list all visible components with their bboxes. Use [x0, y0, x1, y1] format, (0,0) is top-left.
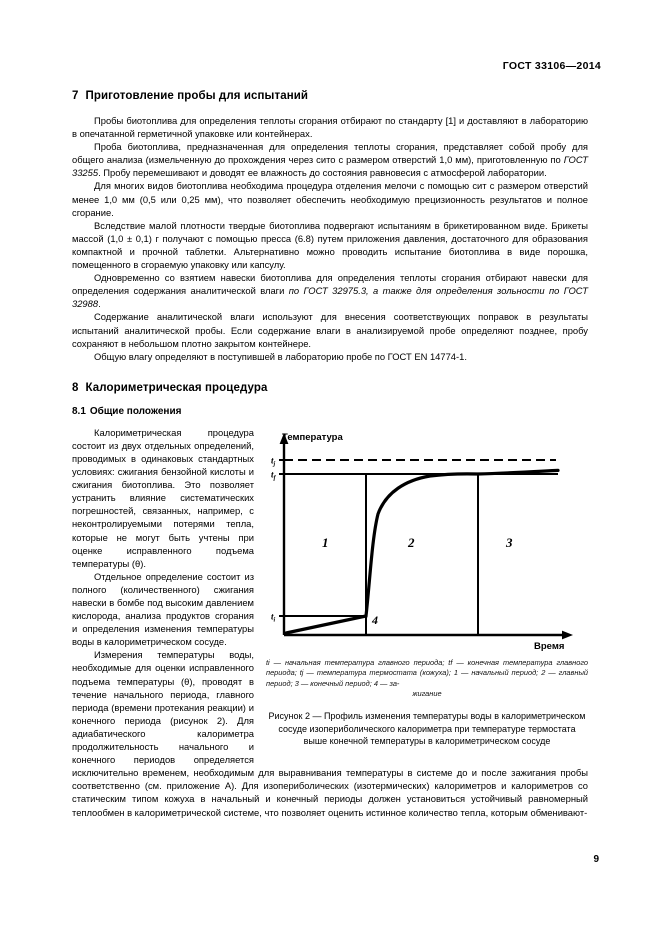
paragraph-single-determination: Отдельное определение состоит из полного (количественного) сжигания навески в бомбе под высоким давлением кислорода, анализа продуктов сгорания и определения изменения температуры воды в калориметрическом сосуде.	[72, 570, 254, 648]
p5-standard-ref: по ГОСТ 32975.3, а также для определения зольности по ГОСТ 32988	[72, 285, 588, 310]
p5-text-b: .	[98, 298, 101, 310]
running-header-standard-number: ГОСТ 33106—2014	[502, 60, 601, 72]
paragraph-calorimetric-procedure-overview: Калориметрическая процедура состоит из двух отдельных определений, проводимых в одинаковых стандартных условиях: сжигания бензойной кислоты и сжигания биотоплива. Это позволяет устранить влияние систематических погрешностей, связанных, например, с неконтролируемыми потерями тепла, которые не могут быть учтены при оценке исправленного подъема температуры (θ).	[72, 426, 254, 569]
paragraph-moisture-correction: Содержание аналитической влаги используют для внесения соответствующих поправок в результаты испытаний аналитической пробы. Если содержание влаги в анализируемой пробе определяют позднее, пробу сохраняют в небольшом плотно закрытом контейнере.	[72, 311, 588, 349]
y-tick-label-tf: $t_f$	[271, 469, 276, 482]
paragraph-sieving-fines: Для многих видов биотоплива необходима процедура отделения мелочи с помощью сит с размером отверстий менее 1,0 мм (0,5 или 0,25 мм), что позволяет обеспечить необходимую прецизионность результатов и полное сгорание.	[72, 180, 588, 218]
zone-label-2: 2	[408, 534, 415, 550]
section-8-number: 8	[72, 381, 79, 394]
temperature-curve	[286, 470, 558, 633]
figure-2-legend	[266, 658, 588, 700]
page-content	[72, 90, 588, 819]
figure-2-block	[266, 430, 588, 748]
section-heading-7	[72, 90, 588, 102]
paragraph-temperature-measurements: Измерения температуры воды, необходимые для оценки исправленного подъема температуры (θ), проводят в течение начального периода, главного периода (времени протекания реакции) и конечного периода (рисунок 2). Для адиабатического калориметра продолжительность начального и конечного периодов определяется исключительно временем, необходимым для выравнивания температуры в системе до и после зажигания пробы соответственно (см. приложение А). Для изопериболических (изотермических) калориметров и калориметров со статическим типом кожуха в начальный и конечный периоды должен установиться устойчивый равномерный теплообмен в калориметрической системе, что позволяет оценить истинное количество тепла, которым обменивают-	[72, 649, 588, 818]
figure-2-chart	[266, 430, 586, 652]
page-number: 9	[593, 854, 599, 865]
figure-2-legend-text: ti — начальная температура главного периода; tf — конечная температура главного периода; tj — температура термостата (кожуха); 1 — начальный период; 2 — главный период; 3 — конечный период; 4 — за-	[266, 657, 588, 688]
paragraph-moisture-ash-subsamples	[72, 271, 588, 310]
x-axis-arrowhead	[562, 630, 573, 639]
section-heading-8	[72, 382, 588, 394]
p5-text-a: Одновременно со взятием навески биотоплива для определения теплоты сгорания отбирают навески для определения содержания аналитической влаги	[72, 272, 588, 297]
ignition-label-4: 4	[372, 612, 378, 627]
zone-label-1: 1	[322, 534, 329, 550]
paragraph-general-analysis-sample	[72, 140, 588, 179]
figure-2-legend-last-word: жигание	[412, 689, 442, 698]
section-7-title: Приготовление пробы для испытаний	[85, 90, 309, 102]
subsection-8-1-number: 8.1	[72, 405, 86, 417]
section-spacer	[72, 363, 588, 382]
section-8-title: Калориметрическая процедура	[85, 381, 268, 394]
p2-text-b: . Пробу перемешивают и доводят ее влажность до состояния равновесия с атмосферой лаборатории.	[98, 167, 547, 179]
zone-label-3: 3	[506, 534, 513, 550]
section-7-number: 7	[72, 90, 79, 102]
y-tick-label-tj: $t_j$	[271, 455, 276, 468]
paragraph-sampling-delivery: Пробы биотоплива для определения теплоты сгорания отбирают по стандарту [1] и доставляют в лабораторию в опечатанной герметичной упаковке или контейнерах.	[72, 115, 588, 140]
temperature-profile-diagram	[266, 430, 586, 652]
y-tick-label-ti: $t_i$	[271, 611, 276, 624]
paragraph-briquetting: Вследствие малой плотности твердые биотоплива подвергают испытаниям в брикетированном виде. Брикеты массой (1,0 ± 0,1) г получают с помощью пресса (6.8) путем приложения давления, достаточного для образования компактной и прочной таблетки. Альтернативно можно проводить испытание биотоплива в виде порошка, помещенного в сгораемую упаковку или капсулу.	[72, 219, 588, 271]
subsection-heading-8-1	[72, 406, 588, 417]
paragraph-total-moisture: Общую влагу определяют в поступившей в лабораторию пробе по ГОСТ EN 14774-1.	[94, 350, 467, 362]
p2-text-a: Проба биотоплива, предназначенная для определения теплоты сгорания, представляет собой пробу для общего анализа (измельченную до прохождения через сито с размером отверстий 1,0 мм), приготовленную по	[72, 141, 588, 166]
p2-standard-ref: ГОСТ 33255	[72, 154, 588, 179]
subsection-8-1-title: Общие положения	[89, 405, 182, 417]
x-axis-title: Время	[534, 640, 565, 652]
figure-2-caption: Рисунок 2 — Профиль изменения температуры воды в калориметрическом сосуде изопериболического калориметра при температуре термостата выше конечной температуры в калориметрическом сосуде	[268, 711, 586, 747]
y-axis-title: Температура	[282, 431, 343, 443]
